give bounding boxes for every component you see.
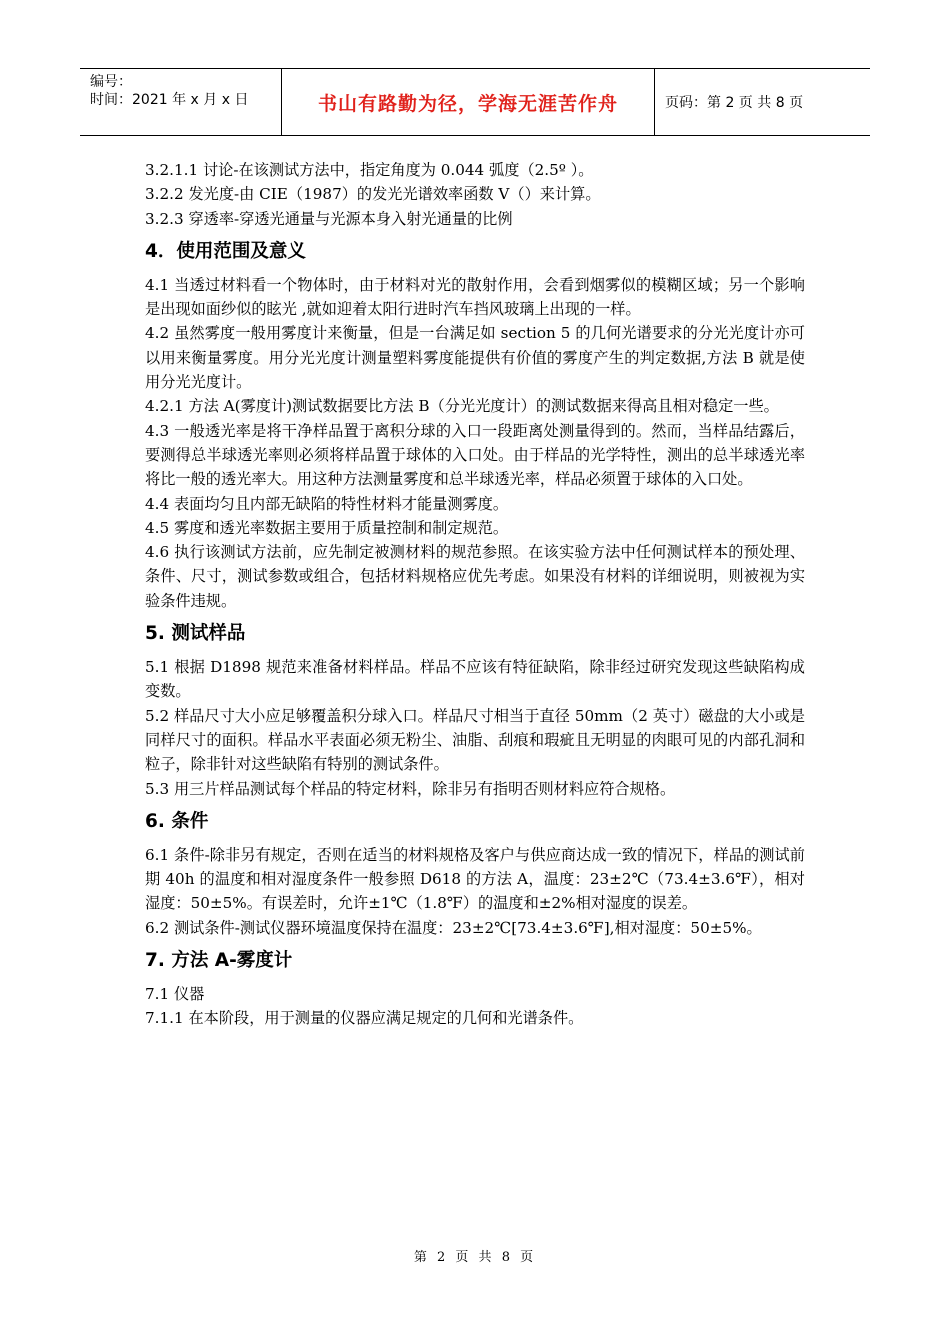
paragraph: 3.2.3 穿透率-穿透光通量与光源本身入射光通量的比例 — [145, 209, 513, 228]
page-footer: 第 2 页 共 8 页 — [413, 1250, 537, 1265]
paragraph: 3.2.1.1 讨论-在该测试方法中，指定角度为 0.044 弧度（2.5º ）。 — [145, 161, 594, 179]
paragraph: 6.2 测试条件-测试仪器环境温度保持在温度：23±2℃[73.4±3.6℉],相对湿度：50±5%。 — [145, 918, 762, 937]
page-header — [80, 68, 870, 136]
paragraph: 4.5 雾度和透光率数据主要用于质量控制和制定规范。 — [145, 518, 509, 537]
paragraph: 7.1.1 在本阶段，用于测量的仪器应满足规定的几何和光谱条件。 — [145, 1009, 584, 1028]
paragraph: 5.2 样品尺寸大小应足够覆盖积分球入口。样品尺寸相当于直径 50mm（2 英寸）磁盘的大小或是同样尺寸的面积。样品水平表面必须无粉尘、油脂、刮痕和瑕疵且无明显的肉眼可见的内部孔洞和粒子，除非针对这些缺陷有特别的测试条件。 — [145, 706, 805, 774]
paragraph: 4.4 表面均匀且内部无缺陷的特性材料才能量测雾度。 — [145, 494, 509, 513]
paragraph: 4.2.1 方法 A(雾度计)测试数据要比方法 B（分光光度计）的测试数据来得高且相对稳定一些。 — [145, 397, 779, 416]
header-page-info: 页码：第 2 页 共 8 页 — [665, 95, 804, 111]
paragraph: 5.3 用三片样品测试每个样品的特定材料，除非另有指明否则材料应符合规格。 — [145, 779, 676, 798]
header-motto: 书山有路勤为径，学海无涯苦作舟 — [282, 69, 655, 135]
paragraph: 6.1 条件-除非另有规定，否则在适当的材料规格及客户与供应商达成一致的情况下，样品的测试前期 40h 的温度和相对湿度条件一般参照 D618 的方法 A，温度：23±2℃（73.4±3.6℉），相对湿度：50±5%。有误差时，允许±1℃（1.8℉）的温度和±2%相对湿度的误差。 — [145, 845, 805, 913]
section-heading: 4．使用范围及意义 — [145, 240, 306, 262]
paragraph: 4.2 虽然雾度一般用雾度计来衡量，但是一台满足如 section 5 的几何光谱要求的分光光度计亦可以用来衡量雾度。用分光光度计测量塑料雾度能提供有价值的雾度产生的判定数据,方法 B 就是使用分光光度计。 — [145, 324, 805, 392]
section-heading: 6. 条件 — [145, 810, 209, 832]
document-number: 编号： — [90, 74, 132, 90]
section-heading: 5. 测试样品 — [145, 623, 246, 645]
paragraph: 7.1 仪器 — [145, 985, 205, 1004]
header-meta — [80, 69, 282, 135]
section-heading: 7. 方法 A-雾度计 — [145, 950, 293, 972]
paragraph: 3.2.2 发光度-由 CIE（1987）的发光光谱效率函数 V（）来计算。 — [145, 185, 601, 204]
paragraph: 4.3 一般透光率是将干净样品置于离积分球的入口一段距离处测量得到的。然而，当样品结露后，要测得总半球透光率则必须将样品置于球体的入口处。由于样品的光学特性，测出的总半球透光率将比一般的透光率大。用这种方法测量雾度和总半球透光率，样品必须置于球体的入口处。 — [145, 421, 805, 489]
paragraph: 5.1 根据 D1898 规范来准备材料样品。样品不应该有特征缺陷，除非经过研究发现这些缺陷构成变数。 — [145, 658, 805, 701]
paragraph: 4.1 当透过材料看一个物体时，由于材料对光的散射作用，会看到烟雾似的模糊区域；另一个影响是出现如面纱似的眩光 ,就如迎着太阳行进时汽车挡风玻璃上出现的一样。 — [145, 275, 805, 319]
document-date: 时间：2021 年 x 月 x 日 — [90, 92, 249, 108]
document-body — [145, 158, 805, 1031]
paragraph: 4.6 执行该测试方法前，应先制定被测材料的规范参照。在该实验方法中任何测试样本的预处理、条件、尺寸，测试参数或组合，包括材料规格应优先考虑。如果没有材料的详细说明，则被视为实验条件违规。 — [145, 543, 805, 610]
